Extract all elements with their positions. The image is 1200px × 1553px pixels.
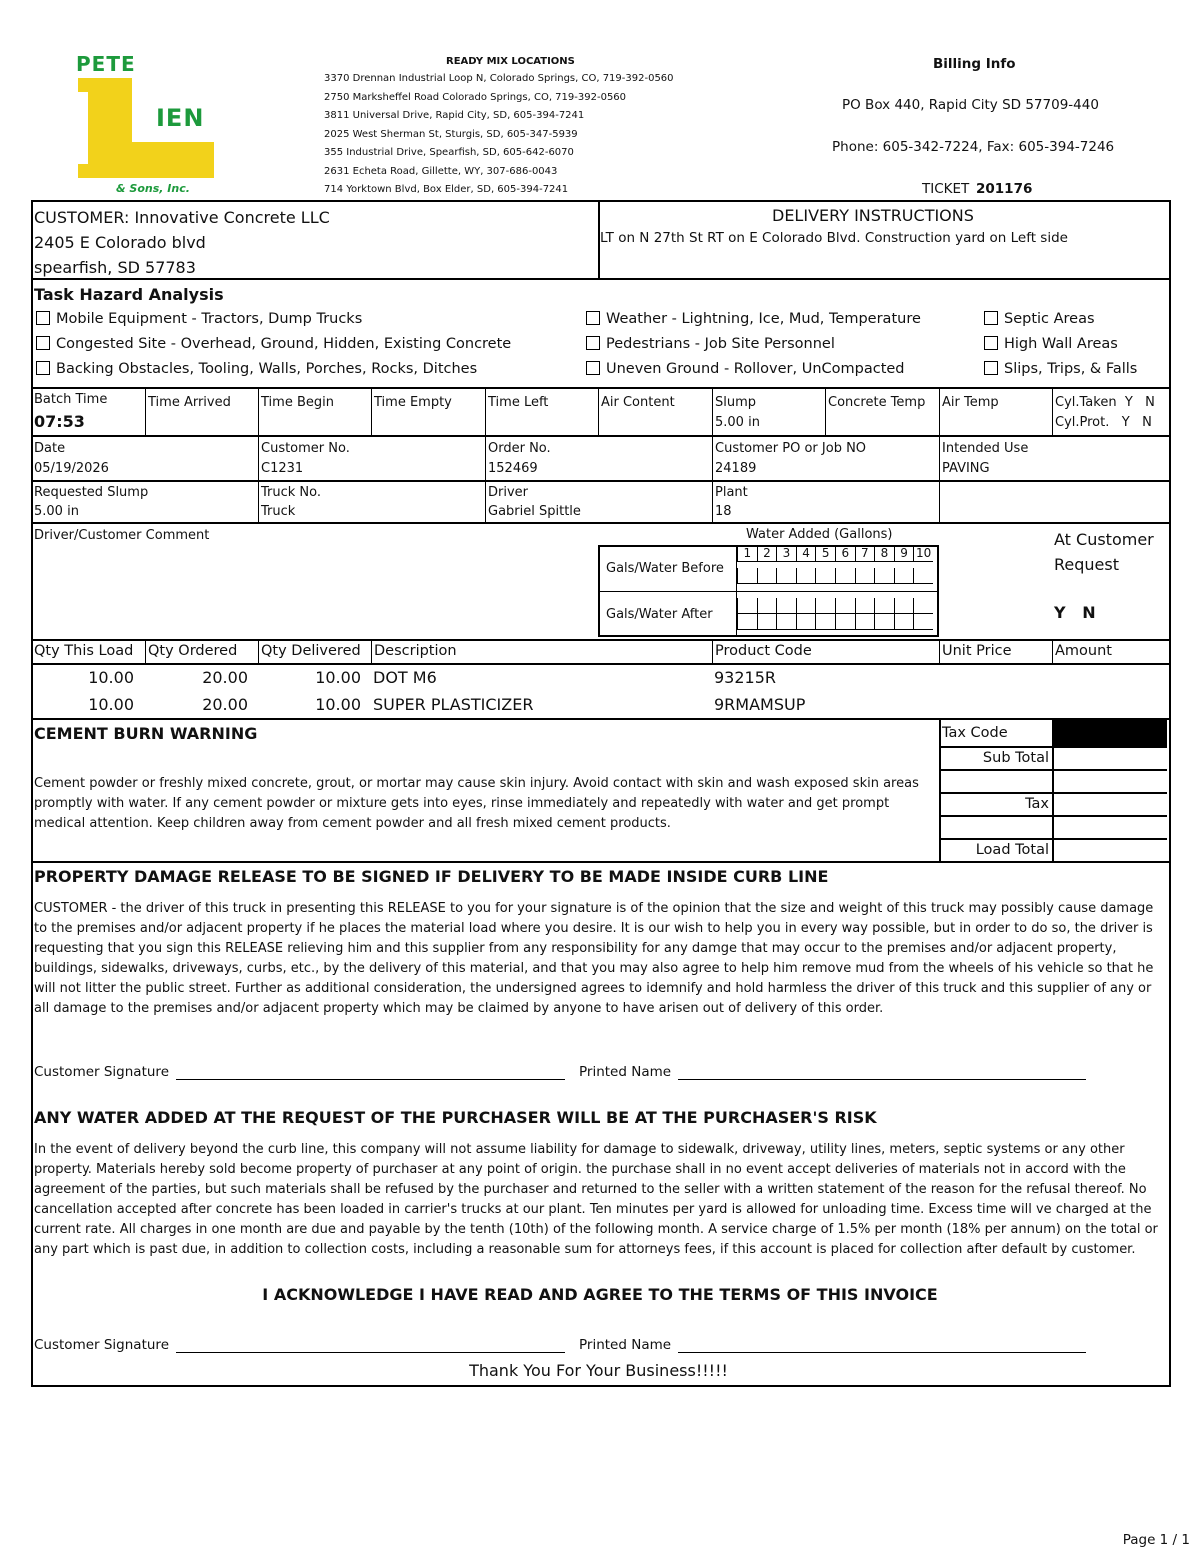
col-amount: Amount <box>1055 643 1112 659</box>
customer-name: Innovative Concrete LLC <box>134 208 330 227</box>
batch-time-label: Batch Time <box>34 392 108 407</box>
customer-signature-label-2: Customer Signature <box>34 1337 169 1353</box>
water-cell[interactable] <box>757 568 777 584</box>
customer-signature-label: Customer Signature <box>34 1064 169 1080</box>
water-title: Water Added (Gallons) <box>746 527 893 542</box>
intended-use-value: PAVING <box>942 461 990 476</box>
water-cell[interactable] <box>913 614 933 630</box>
at-customer-request: At Customer Request <box>1054 530 1154 574</box>
location-line: 714 Yorktown Blvd, Box Elder, SD, 605-394-7241 <box>324 184 569 195</box>
billing-title: Billing Info <box>933 56 1016 72</box>
billing-address: PO Box 440, Rapid City SD 57709-440 <box>842 97 1099 113</box>
table-row <box>0 668 1200 694</box>
col-unit-price: Unit Price <box>942 643 1012 659</box>
water-cell[interactable] <box>737 568 757 584</box>
water-risk-title: ANY WATER ADDED AT THE REQUEST OF THE PURCHASER WILL BE AT THE PURCHASER'S RISK <box>34 1108 877 1127</box>
time-empty-label: Time Empty <box>374 395 452 410</box>
order-no-label: Order No. <box>488 441 551 456</box>
water-cell[interactable] <box>757 614 777 630</box>
driver-label: Driver <box>488 485 529 500</box>
water-num: 2 <box>757 546 777 562</box>
water-num: 8 <box>874 546 894 562</box>
po-label: Customer PO or Job NO <box>715 441 867 456</box>
water-cell[interactable] <box>737 614 757 630</box>
hazard-label: Uneven Ground - Rollover, UnCompacted <box>606 361 905 377</box>
ticket-number: 201176 <box>976 181 1033 197</box>
printed-name-line[interactable] <box>678 1079 1086 1080</box>
description: SUPER PLASTICIZER <box>373 695 534 714</box>
water-cell[interactable] <box>835 568 855 584</box>
location-line: 3811 Universal Drive, Rapid City, SD, 605-394-7241 <box>324 110 585 121</box>
warning-text: Cement powder or freshly mixed concrete, grout, or mortar may cause skin injury. Avoid contact with skin and wash exposed skin areas promptly with water. If any cement powder or mixture gets into eyes, rinse immediately and repeatedly with water and get prompt medical attention. Keep children away from cement powder and all fresh mixed cement products. <box>34 776 919 831</box>
locations-title: READY MIX LOCATIONS <box>446 56 575 67</box>
qty-load: 10.00 <box>88 668 134 687</box>
location-line: 2750 Marksheffel Road Colorado Springs, CO, 719-392-0560 <box>324 91 627 103</box>
water-cell[interactable] <box>874 568 894 584</box>
plant-label: Plant <box>715 485 748 500</box>
water-num: 3 <box>776 546 796 562</box>
hazard-label: Slips, Trips, & Falls <box>1004 361 1138 377</box>
checkbox-icon[interactable] <box>36 311 50 325</box>
hazard-label: Backing Obstacles, Tooling, Walls, Porches, Rocks, Ditches <box>56 361 478 377</box>
signature-line-2[interactable] <box>176 1352 565 1353</box>
delivery-title: DELIVERY INSTRUCTIONS <box>772 206 974 225</box>
acknowledge-text: I ACKNOWLEDGE I HAVE READ AND AGREE TO THE TERMS OF THIS INVOICE <box>262 1285 938 1304</box>
water-num: 6 <box>835 546 855 562</box>
checkbox-icon[interactable] <box>586 336 600 350</box>
water-cell[interactable] <box>776 614 796 630</box>
hazard-item-slips[interactable] <box>984 361 1137 377</box>
sub-total-label: Sub Total <box>982 750 1049 766</box>
hazard-item-mobile[interactable] <box>36 311 362 327</box>
page-number: Page 1 / 1 <box>1122 1532 1190 1548</box>
load-total-label: Load Total <box>975 842 1049 858</box>
location-line: 355 Industrial Drive, Spearfish, SD, 605-642-6070 <box>324 147 574 158</box>
customer-no-value: C1231 <box>261 461 304 476</box>
water-cell[interactable] <box>855 614 875 630</box>
tax-label: Tax <box>1025 796 1049 812</box>
qty-load: 10.00 <box>88 695 134 714</box>
water-num: 4 <box>796 546 816 562</box>
hazard-label: Mobile Equipment - Tractors, Dump Trucks <box>56 311 363 327</box>
comment-label: Driver/Customer Comment <box>34 528 210 543</box>
water-num: 5 <box>815 546 835 562</box>
locations-list <box>324 73 674 203</box>
gals-after-label: Gals/Water After <box>606 607 713 622</box>
qty-ordered: 20.00 <box>202 668 248 687</box>
water-cell[interactable] <box>894 614 914 630</box>
water-cell[interactable] <box>737 598 757 614</box>
water-cell[interactable] <box>796 598 816 614</box>
plant-value: 18 <box>715 504 732 519</box>
po-value: 24189 <box>715 461 757 476</box>
water-cell[interactable] <box>815 614 835 630</box>
customer-label: CUSTOMER: <box>34 208 130 227</box>
hazard-label: High Wall Areas <box>1004 336 1118 352</box>
col-qty-load: Qty This Load <box>34 643 134 659</box>
hazard-item-congested[interactable] <box>36 336 511 352</box>
water-cell[interactable] <box>855 568 875 584</box>
water-cell[interactable] <box>815 598 835 614</box>
water-cell[interactable] <box>796 614 816 630</box>
checkbox-icon[interactable] <box>984 336 998 350</box>
col-description: Description <box>374 643 457 659</box>
customer-block <box>34 205 330 280</box>
hazard-item-uneven[interactable] <box>586 361 905 377</box>
warning-title: CEMENT BURN WARNING <box>34 724 258 743</box>
water-num: 9 <box>894 546 914 562</box>
checkbox-icon[interactable] <box>36 336 50 350</box>
water-num: 10 <box>913 546 933 562</box>
product-code: 9RMAMSUP <box>714 695 806 714</box>
qty-delivered: 10.00 <box>315 668 361 687</box>
date-value: 05/19/2026 <box>34 461 109 476</box>
printed-name-label: Printed Name <box>579 1064 672 1080</box>
gals-before-label: Gals/Water Before <box>606 561 724 576</box>
hazard-label: Congested Site - Overhead, Ground, Hidden, Existing Concrete <box>56 336 512 352</box>
water-cell[interactable] <box>835 598 855 614</box>
cyl-prot: Cyl.Prot. Y N <box>1055 415 1152 430</box>
water-cell[interactable] <box>776 598 796 614</box>
cyl-taken: Cyl.Taken Y N <box>1055 395 1155 410</box>
hazard-label: Septic Areas <box>1004 311 1095 327</box>
col-product-code: Product Code <box>715 643 812 659</box>
water-cell[interactable] <box>894 598 914 614</box>
thank-you: Thank You For Your Business!!!!! <box>469 1361 728 1380</box>
yn-choice[interactable]: Y N <box>1054 603 1096 622</box>
time-left-label: Time Left <box>488 395 549 410</box>
billing-phone: Phone: 605-342-7224, Fax: 605-394-7246 <box>832 139 1115 155</box>
signature-row-1 <box>34 1064 169 1080</box>
concrete-temp-label: Concrete Temp <box>828 395 926 410</box>
water-cell[interactable] <box>874 614 894 630</box>
qty-delivered: 10.00 <box>315 695 361 714</box>
water-num: 1 <box>737 546 757 562</box>
slump-label: Slump <box>715 395 757 410</box>
checkbox-icon[interactable] <box>36 361 50 375</box>
col-qty-ordered: Qty Ordered <box>148 643 238 659</box>
air-temp-label: Air Temp <box>942 395 999 410</box>
checkbox-icon[interactable] <box>586 361 600 375</box>
order-no-value: 152469 <box>488 461 538 476</box>
checkbox-icon[interactable] <box>586 311 600 325</box>
company-logo <box>70 52 220 200</box>
hazard-item-septic[interactable] <box>984 311 1095 327</box>
col-qty-delivered: Qty Delivered <box>261 643 361 659</box>
printed-name-line-2[interactable] <box>678 1352 1086 1353</box>
logo-ien-text: IEN <box>156 104 205 132</box>
delivery-text: LT on N 27th St RT on E Colorado Blvd. Construction yard on Left side <box>600 230 1068 246</box>
logo-pete-text: PETE <box>76 52 136 76</box>
water-risk-text: In the event of delivery beyond the curb line, this company will not assume liability for damage to sidewalk, driveway, utility lines, meters, septic systems or any other property. Materials hereby sold become property of purchaser at any point of origin. the purchase shall in no event accept deliveries of materials not in accord with the agreement of the parties, but such materials shall be refused by the purchaser and returned to the seller with a written statement of the reason for the refusal thereof. No cancellation accepted after concrete has been loaded in carrier's trucks at our plant. Ten minutes per yard is allowed for unloading time. Excess time will ve charged at the current rate. All charges in one month are due and payable by the tenth (10th) of the following month. A service charge of 1.5% per month (18% per annum) on the total or any part which is past due, in addition to collection costs, including a reasonable sum for attorneys fees, if this account is placed for collection after default by customer. <box>34 1142 1158 1257</box>
location-line: 2631 Echeta Road, Gillette, WY, 307-686-0043 <box>324 165 558 177</box>
qty-ordered: 20.00 <box>202 695 248 714</box>
date-label: Date <box>34 441 66 456</box>
release-title: PROPERTY DAMAGE RELEASE TO BE SIGNED IF DELIVERY TO BE MADE INSIDE CURB LINE <box>34 867 829 886</box>
batch-time-value: 07:53 <box>34 412 85 431</box>
hazard-item-highwall[interactable] <box>984 336 1118 352</box>
intended-use-label: Intended Use <box>942 441 1029 456</box>
water-cell[interactable] <box>855 598 875 614</box>
hazard-label: Pedestrians - Job Site Personnel <box>606 336 835 352</box>
customer-no-label: Customer No. <box>261 441 350 456</box>
water-cell[interactable] <box>894 568 914 584</box>
water-cell[interactable] <box>776 568 796 584</box>
time-begin-label: Time Begin <box>261 395 334 410</box>
water-cell[interactable] <box>835 614 855 630</box>
truck-no-value: Truck <box>261 504 296 519</box>
water-cell[interactable] <box>913 598 933 614</box>
checkbox-icon[interactable] <box>984 311 998 325</box>
tax-code-label: Tax Code <box>942 725 1008 741</box>
signature-line[interactable] <box>176 1079 565 1080</box>
truck-no-label: Truck No. <box>261 485 322 500</box>
requested-slump-label: Requested Slump <box>34 485 149 500</box>
location-line: 3370 Drennan Industrial Loop N, Colorado Springs, CO, 719-392-0560 <box>324 73 674 84</box>
location-line: 2025 West Sherman St, Sturgis, SD, 605-347-5939 <box>324 128 578 140</box>
air-content-label: Air Content <box>601 395 675 410</box>
description: DOT M6 <box>373 668 437 687</box>
water-cell[interactable] <box>796 568 816 584</box>
hazard-item-weather[interactable] <box>586 311 921 327</box>
checkbox-icon[interactable] <box>984 361 998 375</box>
time-arrived-label: Time Arrived <box>148 395 231 410</box>
printed-name-label-2: Printed Name <box>579 1337 672 1353</box>
customer-address1: 2405 E Colorado blvd <box>34 233 206 252</box>
water-cell[interactable] <box>815 568 835 584</box>
ticket-label: TICKET <box>922 181 970 197</box>
water-cell[interactable] <box>874 598 894 614</box>
customer-address2: spearfish, SD 57783 <box>34 258 196 277</box>
slump-value: 5.00 in <box>715 415 760 430</box>
water-cell[interactable] <box>913 568 933 584</box>
water-cell[interactable] <box>757 598 777 614</box>
release-text: CUSTOMER - the driver of this truck in presenting this RELEASE to you for your signature is of the opinion that the size and weight of this truck may possibly cause damage to the premises and/or adjacent property if he places the material load where you desire. It is our wish to help you in every way possible, but in order to do so, the driver is requesting that you sign this RELEASE relieving him and this supplier from any responsibility for any damge that may occur to the premises and/or adjacent property, buildings, sidewalks, driveways, curbs, etc., by the delivery of this material, and that you may also agree to help him remove mud from the wheels of his vehicle so that he will not litter the public street. Further as additional consideration, the undersigned agrees to idemnify and hold harmless the driver of this truck and this supplier of any or all damage to the premises and/or adjacent property which may be claimed by anyone to have arisen out of delivery of this order. <box>34 901 1154 1016</box>
driver-value: Gabriel Spittle <box>488 504 581 519</box>
hazard-item-backing[interactable] <box>36 361 477 377</box>
tax-code-cell <box>1053 719 1167 746</box>
hazard-title: Task Hazard Analysis <box>34 285 224 304</box>
requested-slump-value: 5.00 in <box>34 504 79 519</box>
hazard-item-pedestrians[interactable] <box>586 336 835 352</box>
hazard-label: Weather - Lightning, Ice, Mud, Temperature <box>606 311 921 327</box>
logo-sons-text: & Sons, Inc. <box>116 182 190 195</box>
product-code: 93215R <box>714 668 777 687</box>
water-num: 7 <box>855 546 875 562</box>
